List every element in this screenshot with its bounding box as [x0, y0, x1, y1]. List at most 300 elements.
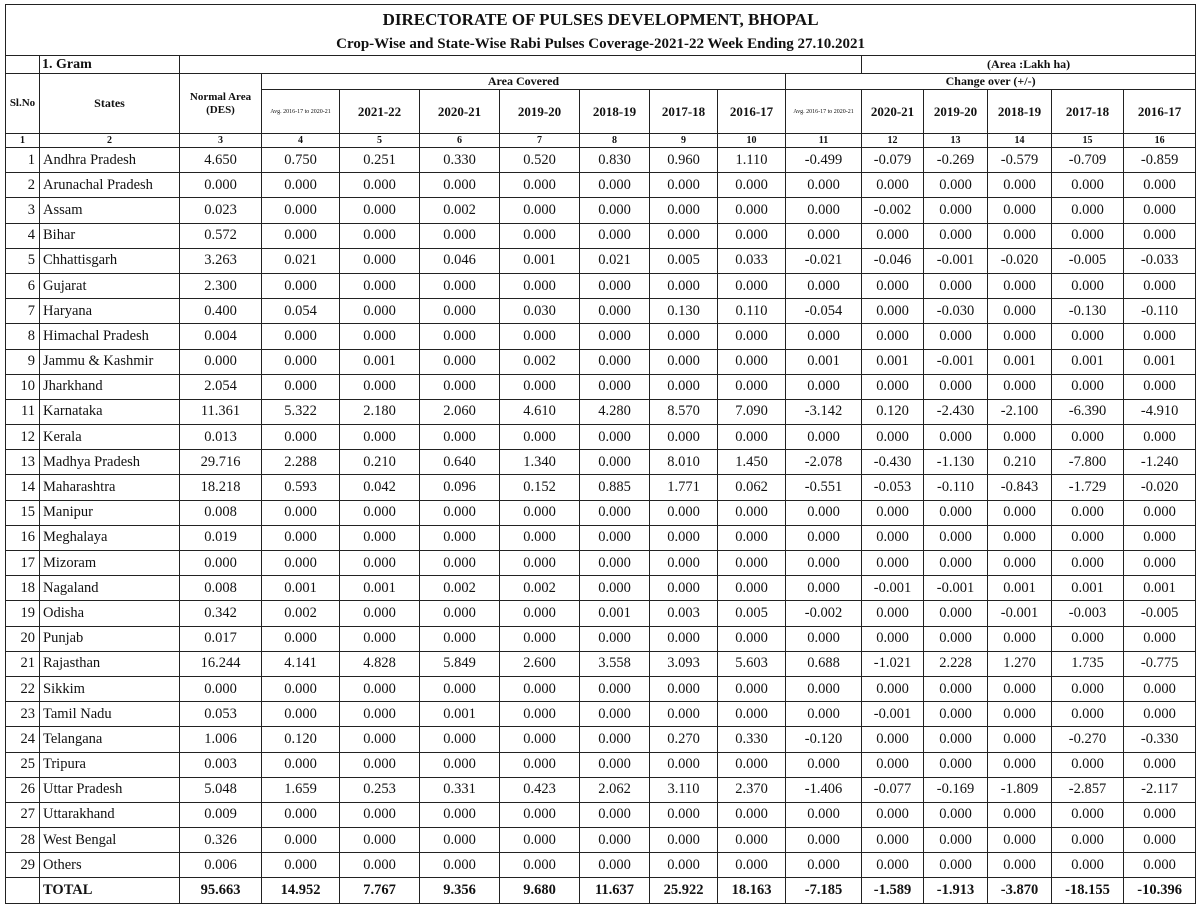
- value-cell: -7.185: [786, 878, 862, 904]
- table-row: [6, 601, 1196, 626]
- value-cell: 0.000: [580, 425, 650, 450]
- value-cell: 0.423: [500, 777, 580, 802]
- serial-cell: 27: [6, 802, 40, 827]
- value-cell: 0.750: [262, 148, 340, 173]
- table-row: [6, 349, 1196, 374]
- col-header-2020-21: 2020-21: [420, 90, 500, 134]
- value-cell: 0.000: [420, 525, 500, 550]
- value-cell: 0.000: [924, 702, 988, 727]
- value-cell: 0.000: [580, 802, 650, 827]
- table-row: [6, 173, 1196, 198]
- value-cell: 2.370: [718, 777, 786, 802]
- blank-band: [180, 56, 862, 74]
- value-cell: 5.322: [262, 399, 340, 424]
- value-cell: 0.000: [650, 349, 718, 374]
- value-cell: 2.180: [340, 399, 420, 424]
- serial-cell: 8: [6, 324, 40, 349]
- value-cell: 2.060: [420, 399, 500, 424]
- value-cell: 0.030: [500, 299, 580, 324]
- value-cell: 0.001: [340, 576, 420, 601]
- state-cell: Gujarat: [40, 273, 180, 298]
- table-row: [6, 324, 1196, 349]
- value-cell: 0.000: [988, 828, 1052, 853]
- value-cell: 0.000: [262, 198, 340, 223]
- table-row: [6, 853, 1196, 878]
- value-cell: 16.244: [180, 651, 262, 676]
- value-cell: 0.000: [718, 626, 786, 651]
- serial-cell: [6, 878, 40, 904]
- column-number: 13: [924, 134, 988, 148]
- value-cell: 0.000: [786, 500, 862, 525]
- value-cell: 0.000: [650, 198, 718, 223]
- value-cell: 0.001: [1124, 349, 1196, 374]
- table-row: [6, 626, 1196, 651]
- value-cell: 0.000: [1052, 198, 1124, 223]
- value-cell: 0.000: [580, 676, 650, 701]
- value-cell: 0.000: [420, 752, 500, 777]
- state-cell: Uttarakhand: [40, 802, 180, 827]
- value-cell: 0.000: [862, 324, 924, 349]
- col-header-2021-22: 2021-22: [340, 90, 420, 134]
- value-cell: 0.000: [924, 551, 988, 576]
- value-cell: 0.000: [420, 626, 500, 651]
- state-cell: Meghalaya: [40, 525, 180, 550]
- value-cell: 0.000: [718, 676, 786, 701]
- value-cell: 3.263: [180, 248, 262, 273]
- value-cell: 0.000: [988, 551, 1052, 576]
- table-row: [6, 450, 1196, 475]
- value-cell: 0.000: [262, 828, 340, 853]
- value-cell: 3.558: [580, 651, 650, 676]
- serial-cell: 3: [6, 198, 40, 223]
- value-cell: 0.000: [988, 374, 1052, 399]
- value-cell: 0.000: [924, 223, 988, 248]
- value-cell: 0.023: [180, 198, 262, 223]
- value-cell: 0.000: [1124, 374, 1196, 399]
- state-cell: Assam: [40, 198, 180, 223]
- value-cell: 0.885: [580, 475, 650, 500]
- value-cell: 0.000: [420, 349, 500, 374]
- value-cell: 0.000: [988, 853, 1052, 878]
- value-cell: 0.000: [500, 500, 580, 525]
- value-cell: 0.000: [420, 299, 500, 324]
- value-cell: 0.042: [340, 475, 420, 500]
- value-cell: -1.729: [1052, 475, 1124, 500]
- report-sheet: [5, 4, 1195, 904]
- value-cell: 0.000: [1052, 752, 1124, 777]
- value-cell: 0.000: [340, 752, 420, 777]
- value-cell: 0.000: [786, 198, 862, 223]
- value-cell: 0.000: [500, 425, 580, 450]
- value-cell: 0.017: [180, 626, 262, 651]
- value-cell: 0.000: [180, 173, 262, 198]
- value-cell: -0.079: [862, 148, 924, 173]
- col-header-avg: Avg. 2016-17 to 2020-21: [262, 90, 340, 134]
- value-cell: 0.000: [420, 676, 500, 701]
- state-cell: Nagaland: [40, 576, 180, 601]
- value-cell: 0.005: [650, 248, 718, 273]
- value-cell: 0.000: [650, 702, 718, 727]
- value-cell: 0.000: [650, 525, 718, 550]
- value-cell: 0.000: [500, 324, 580, 349]
- value-cell: -0.046: [862, 248, 924, 273]
- value-cell: 0.003: [650, 601, 718, 626]
- value-cell: 0.000: [580, 450, 650, 475]
- value-cell: 0.000: [1124, 525, 1196, 550]
- value-cell: 0.000: [786, 551, 862, 576]
- value-cell: 0.000: [420, 374, 500, 399]
- value-cell: 0.000: [718, 702, 786, 727]
- value-cell: 0.000: [862, 752, 924, 777]
- state-cell: Telangana: [40, 727, 180, 752]
- value-cell: 0.019: [180, 525, 262, 550]
- table-row: [6, 802, 1196, 827]
- value-cell: 0.000: [500, 601, 580, 626]
- value-cell: 0.000: [262, 525, 340, 550]
- value-cell: 0.000: [862, 626, 924, 651]
- value-cell: -1.913: [924, 878, 988, 904]
- value-cell: 0.000: [262, 173, 340, 198]
- value-cell: 0.000: [1124, 802, 1196, 827]
- value-cell: 3.093: [650, 651, 718, 676]
- value-cell: 0.000: [580, 551, 650, 576]
- value-cell: 0.000: [420, 601, 500, 626]
- value-cell: 0.000: [924, 601, 988, 626]
- value-cell: 0.000: [262, 500, 340, 525]
- value-cell: 0.000: [262, 551, 340, 576]
- value-cell: 0.000: [1124, 752, 1196, 777]
- value-cell: 0.000: [988, 425, 1052, 450]
- value-cell: 4.141: [262, 651, 340, 676]
- value-cell: -18.155: [1052, 878, 1124, 904]
- value-cell: 0.000: [650, 273, 718, 298]
- value-cell: 0.000: [500, 374, 580, 399]
- value-cell: 0.000: [420, 173, 500, 198]
- value-cell: 0.000: [924, 425, 988, 450]
- value-cell: 0.270: [650, 727, 718, 752]
- value-cell: 0.000: [862, 273, 924, 298]
- value-cell: -3.870: [988, 878, 1052, 904]
- value-cell: 0.001: [580, 601, 650, 626]
- value-cell: 0.000: [1052, 500, 1124, 525]
- col-header-states: States: [40, 74, 180, 134]
- column-number: 11: [786, 134, 862, 148]
- value-cell: 0.000: [500, 752, 580, 777]
- value-cell: 0.000: [500, 223, 580, 248]
- state-cell: Rajasthan: [40, 651, 180, 676]
- value-cell: 0.000: [650, 752, 718, 777]
- value-cell: 0.000: [420, 273, 500, 298]
- value-cell: 11.361: [180, 399, 262, 424]
- table-row: [6, 676, 1196, 701]
- value-cell: 0.000: [262, 802, 340, 827]
- serial-cell: 2: [6, 173, 40, 198]
- crop-name: 1. Gram: [40, 56, 180, 74]
- serial-cell: 25: [6, 752, 40, 777]
- col-header-change-2016-17: 2016-17: [1124, 90, 1196, 134]
- value-cell: 0.000: [786, 853, 862, 878]
- value-cell: 0.000: [340, 853, 420, 878]
- table-row: [6, 551, 1196, 576]
- value-cell: 0.000: [500, 525, 580, 550]
- value-cell: 0.110: [718, 299, 786, 324]
- value-cell: 0.000: [340, 802, 420, 827]
- value-cell: -2.857: [1052, 777, 1124, 802]
- value-cell: 0.000: [340, 273, 420, 298]
- serial-cell: 9: [6, 349, 40, 374]
- value-cell: -0.003: [1052, 601, 1124, 626]
- value-cell: 0.000: [786, 324, 862, 349]
- value-cell: 0.000: [862, 525, 924, 550]
- value-cell: 0.000: [718, 500, 786, 525]
- col-header-2018-19: 2018-19: [580, 90, 650, 134]
- value-cell: 18.163: [718, 878, 786, 904]
- value-cell: 0.000: [500, 626, 580, 651]
- value-cell: 0.000: [580, 525, 650, 550]
- value-cell: 0.000: [988, 676, 1052, 701]
- value-cell: 0.005: [718, 601, 786, 626]
- value-cell: -0.120: [786, 727, 862, 752]
- value-cell: -1.021: [862, 651, 924, 676]
- value-cell: 0.054: [262, 299, 340, 324]
- value-cell: 0.000: [500, 198, 580, 223]
- value-cell: 0.000: [862, 223, 924, 248]
- state-cell: Kerala: [40, 425, 180, 450]
- col-header-2016-17: 2016-17: [718, 90, 786, 134]
- serial-cell: 24: [6, 727, 40, 752]
- value-cell: 0.000: [924, 828, 988, 853]
- value-cell: 0.000: [988, 324, 1052, 349]
- value-cell: 0.000: [420, 500, 500, 525]
- value-cell: 0.000: [340, 525, 420, 550]
- table-row: [6, 828, 1196, 853]
- value-cell: 0.001: [340, 349, 420, 374]
- value-cell: 0.000: [650, 576, 718, 601]
- value-cell: 2.054: [180, 374, 262, 399]
- value-cell: 8.570: [650, 399, 718, 424]
- value-cell: -0.001: [862, 702, 924, 727]
- value-cell: -0.077: [862, 777, 924, 802]
- value-cell: -0.169: [924, 777, 988, 802]
- value-cell: -2.117: [1124, 777, 1196, 802]
- table-row: [6, 425, 1196, 450]
- value-cell: 0.000: [650, 676, 718, 701]
- value-cell: -0.005: [1052, 248, 1124, 273]
- value-cell: 0.000: [862, 828, 924, 853]
- value-cell: 14.952: [262, 878, 340, 904]
- value-cell: 0.000: [988, 223, 1052, 248]
- value-cell: 0.593: [262, 475, 340, 500]
- value-cell: 0.000: [786, 828, 862, 853]
- value-cell: -0.551: [786, 475, 862, 500]
- value-cell: 0.000: [420, 727, 500, 752]
- value-cell: 4.610: [500, 399, 580, 424]
- value-cell: 0.000: [650, 551, 718, 576]
- value-cell: 0.000: [988, 299, 1052, 324]
- serial-cell: 29: [6, 853, 40, 878]
- col-header-change-avg: Avg. 2016-17 to 2020-21: [786, 90, 862, 134]
- state-cell: Madhya Pradesh: [40, 450, 180, 475]
- value-cell: 0.000: [1052, 425, 1124, 450]
- value-cell: -0.054: [786, 299, 862, 324]
- value-cell: -0.001: [862, 576, 924, 601]
- value-cell: 1.006: [180, 727, 262, 752]
- value-cell: 0.001: [988, 576, 1052, 601]
- value-cell: 0.000: [718, 273, 786, 298]
- value-cell: -0.021: [786, 248, 862, 273]
- value-cell: 11.637: [580, 878, 650, 904]
- state-cell: Mizoram: [40, 551, 180, 576]
- state-cell: Arunachal Pradesh: [40, 173, 180, 198]
- value-cell: -1.130: [924, 450, 988, 475]
- value-cell: 0.000: [1124, 828, 1196, 853]
- value-cell: 0.000: [650, 223, 718, 248]
- value-cell: 0.000: [1124, 676, 1196, 701]
- value-cell: 0.000: [718, 752, 786, 777]
- value-cell: 0.000: [924, 626, 988, 651]
- value-cell: -0.033: [1124, 248, 1196, 273]
- value-cell: 0.000: [718, 828, 786, 853]
- value-cell: 0.000: [340, 324, 420, 349]
- value-cell: -0.330: [1124, 727, 1196, 752]
- value-cell: 5.048: [180, 777, 262, 802]
- value-cell: 0.000: [340, 601, 420, 626]
- value-cell: 0.000: [988, 273, 1052, 298]
- value-cell: 0.000: [1052, 223, 1124, 248]
- value-cell: -0.020: [988, 248, 1052, 273]
- value-cell: 1.110: [718, 148, 786, 173]
- value-cell: 0.120: [862, 399, 924, 424]
- serial-cell: 18: [6, 576, 40, 601]
- value-cell: 0.000: [1052, 828, 1124, 853]
- value-cell: 0.000: [650, 802, 718, 827]
- table-row: [6, 752, 1196, 777]
- value-cell: 0.000: [1052, 853, 1124, 878]
- value-cell: 0.000: [786, 273, 862, 298]
- value-cell: 0.000: [862, 551, 924, 576]
- value-cell: 0.331: [420, 777, 500, 802]
- value-cell: 0.960: [650, 148, 718, 173]
- table-row: [6, 525, 1196, 550]
- value-cell: 0.130: [650, 299, 718, 324]
- value-cell: 0.210: [988, 450, 1052, 475]
- report-subtitle: Crop-Wise and State-Wise Rabi Pulses Coverage-2021-22 Week Ending 27.10.2021: [6, 33, 1196, 56]
- value-cell: 8.010: [650, 450, 718, 475]
- value-cell: 0.001: [1052, 576, 1124, 601]
- table-row: [6, 702, 1196, 727]
- value-cell: 0.000: [1124, 223, 1196, 248]
- value-cell: 0.000: [718, 374, 786, 399]
- column-number: 16: [1124, 134, 1196, 148]
- value-cell: 2.600: [500, 651, 580, 676]
- value-cell: 0.000: [786, 702, 862, 727]
- value-cell: 0.000: [262, 626, 340, 651]
- value-cell: -0.001: [988, 601, 1052, 626]
- value-cell: 4.650: [180, 148, 262, 173]
- value-cell: 3.110: [650, 777, 718, 802]
- value-cell: 0.000: [420, 802, 500, 827]
- value-cell: 0.021: [580, 248, 650, 273]
- value-cell: 0.001: [786, 349, 862, 374]
- value-cell: 0.033: [718, 248, 786, 273]
- serial-cell: 16: [6, 525, 40, 550]
- value-cell: -1.589: [862, 878, 924, 904]
- value-cell: -0.030: [924, 299, 988, 324]
- state-cell: Odisha: [40, 601, 180, 626]
- value-cell: 0.062: [718, 475, 786, 500]
- value-cell: 0.000: [1124, 853, 1196, 878]
- value-cell: 0.120: [262, 727, 340, 752]
- value-cell: 0.000: [580, 374, 650, 399]
- value-cell: 0.000: [340, 223, 420, 248]
- value-cell: 0.000: [580, 727, 650, 752]
- value-cell: 0.000: [500, 273, 580, 298]
- value-cell: 0.000: [988, 752, 1052, 777]
- state-cell: Andhra Pradesh: [40, 148, 180, 173]
- value-cell: 0.000: [862, 601, 924, 626]
- column-number: 8: [580, 134, 650, 148]
- value-cell: 0.000: [988, 500, 1052, 525]
- serial-cell: 12: [6, 425, 40, 450]
- value-cell: 0.000: [500, 551, 580, 576]
- value-cell: 0.000: [500, 727, 580, 752]
- value-cell: 0.000: [862, 676, 924, 701]
- col-header-2019-20: 2019-20: [500, 90, 580, 134]
- value-cell: -2.078: [786, 450, 862, 475]
- value-cell: 0.000: [580, 853, 650, 878]
- value-cell: 0.000: [580, 702, 650, 727]
- state-cell: Karnataka: [40, 399, 180, 424]
- table-row: [6, 248, 1196, 273]
- value-cell: 0.000: [580, 500, 650, 525]
- value-cell: 0.000: [262, 223, 340, 248]
- column-number: 4: [262, 134, 340, 148]
- value-cell: 0.000: [1052, 676, 1124, 701]
- value-cell: 0.000: [340, 626, 420, 651]
- value-cell: 0.000: [340, 374, 420, 399]
- value-cell: 25.922: [650, 878, 718, 904]
- value-cell: 0.330: [718, 727, 786, 752]
- table-row: [6, 576, 1196, 601]
- state-cell: Tamil Nadu: [40, 702, 180, 727]
- serial-cell: 21: [6, 651, 40, 676]
- value-cell: 1.270: [988, 651, 1052, 676]
- value-cell: 0.000: [1052, 273, 1124, 298]
- value-cell: -4.910: [1124, 399, 1196, 424]
- value-cell: 0.000: [650, 324, 718, 349]
- unit-label: (Area :Lakh ha): [862, 56, 1196, 74]
- value-cell: 0.000: [988, 173, 1052, 198]
- state-cell: Haryana: [40, 299, 180, 324]
- value-cell: 0.000: [1124, 273, 1196, 298]
- value-cell: 0.000: [340, 425, 420, 450]
- value-cell: 1.340: [500, 450, 580, 475]
- serial-cell: 6: [6, 273, 40, 298]
- value-cell: 0.000: [862, 802, 924, 827]
- serial-cell: 7: [6, 299, 40, 324]
- value-cell: 0.000: [924, 525, 988, 550]
- value-cell: 0.000: [1052, 374, 1124, 399]
- value-cell: 0.000: [650, 173, 718, 198]
- value-cell: 0.000: [1124, 324, 1196, 349]
- serial-cell: 15: [6, 500, 40, 525]
- value-cell: 0.000: [924, 273, 988, 298]
- value-cell: -0.020: [1124, 475, 1196, 500]
- value-cell: 0.000: [862, 425, 924, 450]
- column-number-row: [6, 134, 1196, 148]
- state-cell: Himachal Pradesh: [40, 324, 180, 349]
- serial-cell: 23: [6, 702, 40, 727]
